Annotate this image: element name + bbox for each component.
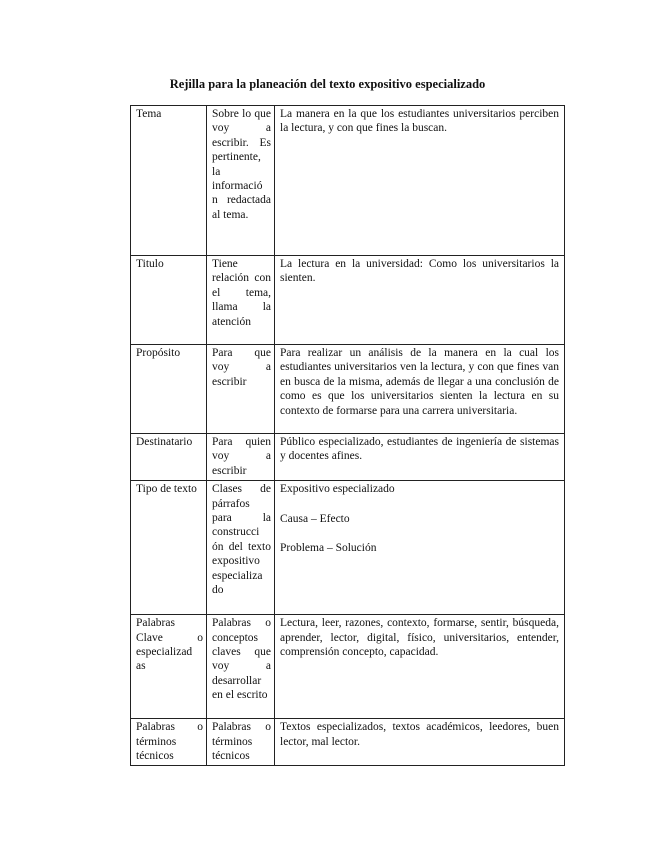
row-content: La manera en la que los estudiantes universitarios perciben la lectura, y con que fines la buscan. — [275, 106, 565, 256]
table-row — [131, 106, 565, 256]
text-type-line: Expositivo especializado — [280, 483, 395, 496]
row-content: Público especializado, estudiantes de ingeniería de sistemas y docentes afines. — [275, 434, 565, 481]
planning-grid-table — [130, 105, 565, 766]
table-row — [131, 345, 565, 434]
row-label: Destinatario — [131, 434, 207, 481]
table-row — [131, 719, 565, 766]
page-title: Rejilla para la planeación del texto expositivo especializado — [169, 77, 486, 91]
row-label: Tema — [131, 106, 207, 256]
row-content — [275, 481, 565, 615]
row-label: Tipo de texto — [131, 481, 207, 615]
row-content: Para realizar un análisis de la manera en la cual los estudiantes universitarios ven la lectura, y con que fines van en busca de la misma, además de llegar a una conclusión de como es que los universitarios sienten la lectura en su contexto de formarse para una carrera universitaria. — [275, 345, 565, 434]
row-question: Palabras o conceptos claves que voy a desarrollar en el escrito — [207, 615, 275, 719]
table-row — [131, 615, 565, 719]
row-question: Tiene relación con el tema, llama la atención — [207, 256, 275, 345]
row-question: Clases de párrafos para la construcci ón del texto expositivo especializa do — [207, 481, 275, 615]
row-label: Propósito — [131, 345, 207, 434]
row-content: Lectura, leer, razones, contexto, formarse, sentir, búsqueda, aprender, lector, digital, físico, universitarios, entender, comprensión concepto, capacidad. — [275, 615, 565, 719]
row-question: Para quien voy a escribir — [207, 434, 275, 481]
table-row — [131, 434, 565, 481]
row-content: La lectura en la universidad: Como los universitarios la sienten. — [275, 256, 565, 345]
row-label: Palabras o términos técnicos — [131, 719, 207, 766]
text-type-line: Causa – Efecto — [280, 512, 350, 525]
row-content: Textos especializados, textos académicos, leedores, buen lector, mal lector. — [275, 719, 565, 766]
row-label: Palabras Clave o especializad as — [131, 615, 207, 719]
row-question: Sobre lo que voy a escribir. Es pertinente, la informació n redactada al tema. — [207, 106, 275, 256]
table-row — [131, 256, 565, 345]
row-label: Titulo — [131, 256, 207, 345]
table-row — [131, 481, 565, 615]
row-question: Para que voy a escribir — [207, 345, 275, 434]
text-type-line: Problema – Solución — [280, 542, 377, 555]
row-question: Palabras o términos técnicos — [207, 719, 275, 766]
